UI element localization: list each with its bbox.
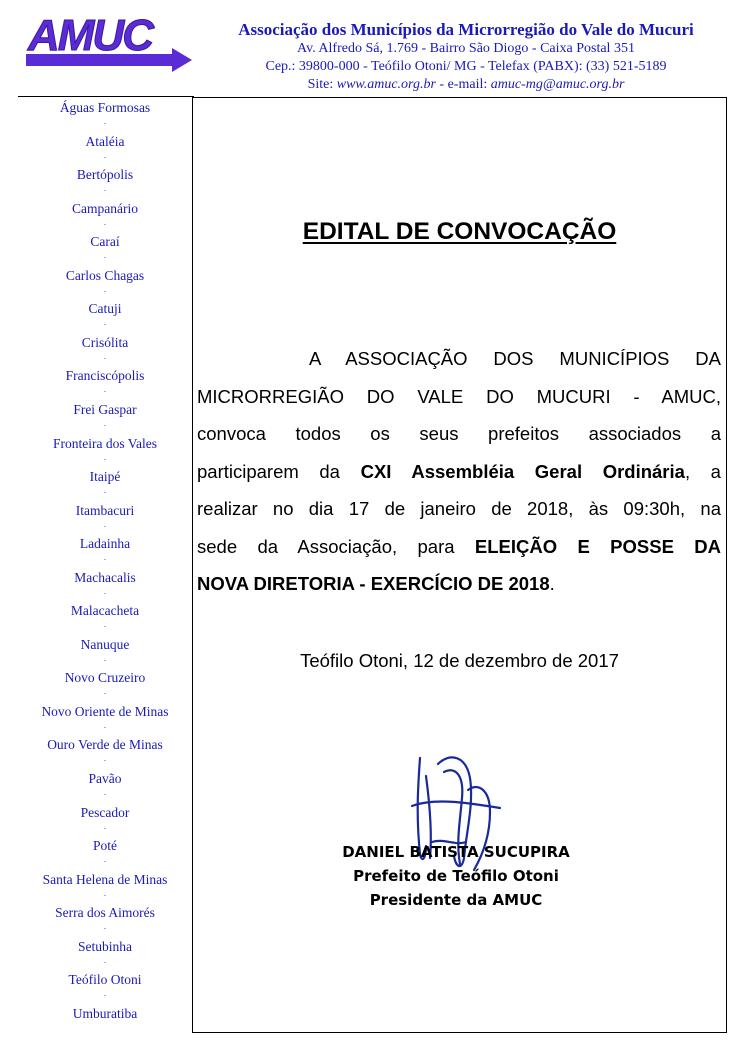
separator-dot: . bbox=[104, 452, 106, 462]
separator-dot: . bbox=[104, 318, 106, 328]
notice-date: Teófilo Otoni, 12 de dezembro de 2017 bbox=[300, 650, 619, 671]
municipality-item: Pavão bbox=[88, 771, 122, 786]
municipality-item: Setubinha bbox=[78, 938, 132, 954]
notice-title: EDITAL DE CONVOCAÇÃO bbox=[302, 218, 617, 245]
separator-dot: . bbox=[104, 418, 106, 428]
municipality-item: Franciscópolis bbox=[65, 368, 145, 384]
separator-dot: . bbox=[104, 989, 106, 999]
municipality-item: Itaipé bbox=[89, 469, 121, 485]
signatory-title: Presidente da AMUC bbox=[369, 891, 543, 909]
municipality-item: Serra dos Aimorés bbox=[55, 905, 155, 921]
signatory-name: DANIEL BATISTA SUCUPIRA bbox=[342, 843, 570, 861]
separator-dot: . bbox=[104, 184, 106, 194]
municipality-item: Machacalis bbox=[74, 569, 136, 585]
separator-dot: . bbox=[104, 351, 106, 361]
municipality-item: Carlos Chagas bbox=[65, 267, 145, 283]
signature-block bbox=[330, 840, 582, 912]
municipality-item: Ladainha bbox=[79, 536, 131, 552]
separator-dot: . bbox=[104, 720, 106, 730]
body-line: A ASSOCIAÇÃO DOS MUNICÍPIOS DA bbox=[309, 348, 721, 369]
agenda-part1: ELEIÇÃO E POSSE DA bbox=[474, 535, 721, 557]
separator-dot: . bbox=[104, 620, 106, 630]
email-label: - e-mail: bbox=[435, 77, 491, 92]
separator-dot: . bbox=[104, 855, 106, 865]
body-line: MICRORREGIÃO DO VALE DO MUCURI - AMUC, bbox=[197, 385, 721, 407]
separator-dot: . bbox=[104, 687, 106, 697]
separator-dot: . bbox=[104, 754, 106, 764]
body-line: participarem da CXI Assembléia Geral Ordinária, a bbox=[197, 460, 721, 482]
web-line bbox=[196, 76, 736, 94]
municipality-item: Novo Cruzeiro bbox=[64, 670, 146, 686]
notice-body bbox=[197, 340, 721, 603]
municipality-item: Águas Formosas bbox=[59, 100, 151, 115]
municipality-item: Crisólita bbox=[81, 334, 129, 350]
separator-dot: . bbox=[104, 385, 106, 395]
municipality-item: Campanário bbox=[72, 200, 138, 216]
separator-dot: . bbox=[104, 486, 106, 496]
separator-dot: . bbox=[104, 586, 106, 596]
address-line: Av. Alfredo Sá, 1.769 - Bairro São Diogo - Caixa Postal 351 bbox=[297, 41, 635, 56]
municipality-item: Pescador bbox=[80, 804, 130, 820]
municipality-item: Fronteira dos Vales bbox=[53, 435, 157, 451]
letterhead bbox=[196, 20, 736, 94]
separator-dot: . bbox=[104, 150, 106, 160]
signatory-role: Prefeito de Teófilo Otoni bbox=[353, 867, 559, 885]
logo-text: AMUC bbox=[28, 11, 152, 60]
municipality-item: Novo Oriente de Minas bbox=[41, 703, 169, 719]
municipality-item: Ouro Verde de Minas bbox=[47, 737, 163, 753]
separator-dot: . bbox=[104, 955, 106, 965]
municipality-item: Malacacheta bbox=[70, 603, 140, 619]
separator-dot: . bbox=[104, 217, 106, 227]
agenda-part2: NOVA DIRETORIA - EXERCÍCIO DE 2018 bbox=[197, 573, 550, 594]
site-label: Site: bbox=[307, 77, 337, 92]
municipality-item: Bertópolis bbox=[76, 167, 134, 183]
separator-dot: . bbox=[104, 117, 106, 126]
municipality-item: Nanuque bbox=[80, 636, 130, 652]
separator-dot: . bbox=[104, 519, 106, 529]
separator-dot: . bbox=[104, 284, 106, 294]
separator-dot: . bbox=[104, 788, 106, 797]
body-line: NOVA DIRETORIA - EXERCÍCIO DE 2018. bbox=[197, 573, 555, 594]
site-url[interactable]: www.amuc.org.br bbox=[336, 77, 436, 92]
municipality-item: Poté bbox=[92, 838, 117, 854]
body-line: realizar no dia 17 de janeiro de 2018, às 09:30h, na bbox=[197, 498, 721, 519]
amuc-logo bbox=[22, 8, 194, 72]
separator-dot: . bbox=[104, 922, 106, 932]
municipality-item: Caraí bbox=[90, 234, 120, 250]
municipality-item: Itambacuri bbox=[75, 502, 135, 518]
separator-dot: . bbox=[104, 888, 106, 898]
municipality-item: Catuji bbox=[88, 301, 122, 317]
municipality-item: Teófilo Otoni bbox=[68, 972, 142, 988]
municipality-item: Ataléia bbox=[85, 133, 125, 149]
separator-dot: . bbox=[104, 251, 106, 261]
email-address[interactable]: amuc-mg@amuc.org.br bbox=[490, 77, 625, 92]
assembly-name: CXI Assembléia Geral Ordinária bbox=[360, 460, 685, 482]
body-line: convoca todos os seus prefeitos associados a bbox=[197, 423, 721, 444]
association-name: Associação dos Municípios da Microrregião do Vale do Mucuri bbox=[238, 20, 694, 39]
municipality-item: Santa Helena de Minas bbox=[42, 871, 168, 887]
separator-dot: . bbox=[104, 821, 106, 831]
municipality-item: Umburatiba bbox=[72, 1005, 138, 1021]
top-rule bbox=[18, 96, 194, 97]
contact-line: Cep.: 39800-000 - Teófilo Otoni/ MG - Telefax (PABX): (33) 521-5189 bbox=[265, 59, 667, 74]
municipality-item: Frei Gaspar bbox=[73, 401, 137, 417]
body-line: sede da Associação, para ELEIÇÃO E POSSE DA bbox=[197, 535, 721, 557]
separator-dot: . bbox=[104, 653, 106, 663]
separator-dot: . bbox=[104, 553, 106, 563]
